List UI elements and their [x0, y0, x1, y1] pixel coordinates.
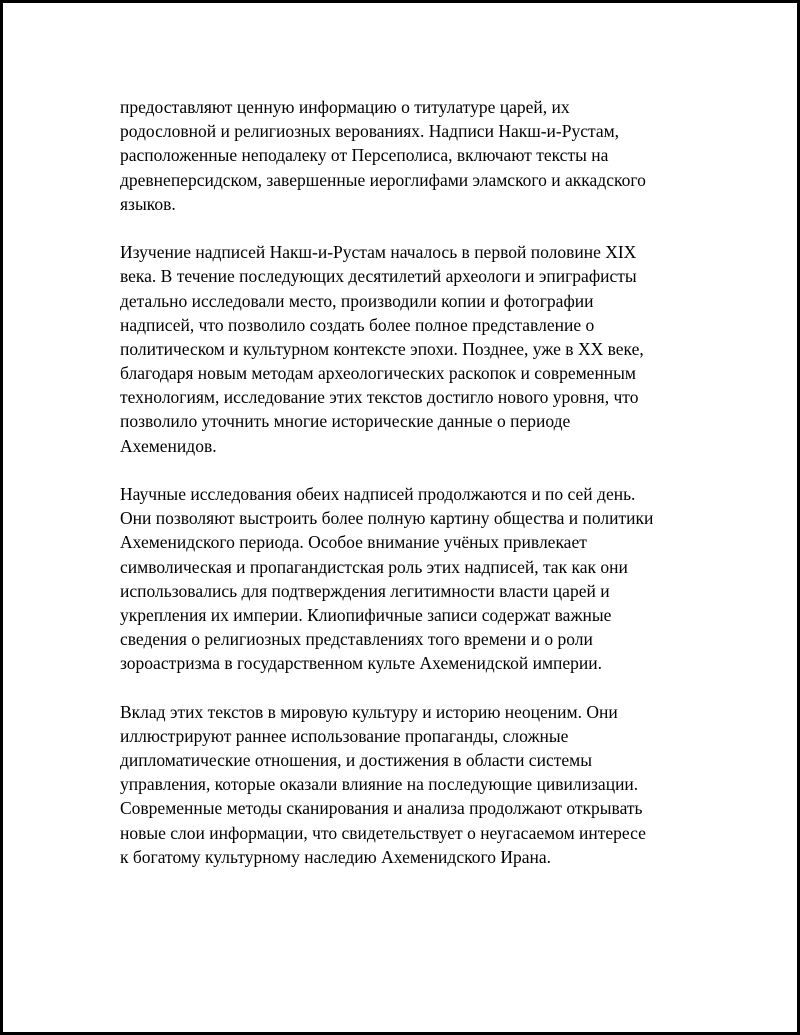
document-body [120, 95, 685, 893]
text-line: родословной и религиозных верованиях. Надписи Накш-и-Рустам, [120, 121, 620, 142]
text-line: Научные исследования обеих надписей продолжаются и по сей день. [120, 484, 636, 504]
text-line: укрепления их империи. Клиопифичные записи содержат важные [120, 604, 612, 625]
text-line: древнеперсидском, завершенные иероглифами эламского и аккадского [120, 169, 646, 190]
text-line: позволило уточнить многие исторические данные о периоде [120, 411, 571, 432]
text-line: Ахеменидского периода. Особое внимание учёных привлекает [120, 532, 587, 553]
text-line: Современные методы сканирования и анализа продолжают открывать [120, 798, 643, 819]
text-line: Ахеменидов. [120, 435, 217, 456]
text-line: Они позволяют выстроить более полную картину общества и политики [120, 508, 654, 529]
text-line: зороастризма в государственном культе Ахеменидской империи. [120, 653, 603, 674]
text-line: использовались для подтверждения легитимности власти царей и [120, 580, 610, 601]
text-line: новые слои информации, что свидетельствует о неугасаемом интересе [120, 822, 646, 843]
text-line: управления, которые оказали влияние на последующие цивилизации. [120, 774, 639, 795]
text-line: символическая и пропагандистская роль этих надписей, так как они [120, 556, 628, 577]
text-line: Изучение надписей Накш-и-Рустам началось в первой половине XIX [120, 242, 637, 263]
paragraph-2 [120, 240, 685, 458]
text-line: надписей, что позволило создать более полное представление о [120, 314, 595, 335]
paragraph-3 [120, 482, 685, 676]
text-line: детально исследовали место, производили копии и фотографии [120, 290, 594, 311]
text-line: расположенные неподалеку от Персеполиса, включают тексты на [120, 145, 609, 166]
text-line: языков. [120, 193, 176, 214]
paragraph-4 [120, 700, 685, 869]
text-line: благодаря новым методам археологических раскопок и современным [120, 363, 637, 384]
paragraph-1 [120, 95, 685, 216]
text-line: века. В течение последующих десятилетий археологи и эпиграфисты [120, 266, 637, 287]
text-line: иллюстрируют раннее использование пропаганды, сложные [120, 725, 569, 746]
text-line: политическом и культурном контексте эпохи. Позднее, уже в XX веке, [120, 338, 644, 359]
text-line: сведения о религиозных представлениях того времени и о роли [120, 629, 593, 650]
text-line: предоставляют ценную информацию о титулатуре царей, их [120, 97, 570, 117]
text-line: дипломатические отношения, и достижения в области системы [120, 750, 592, 771]
text-line: к богатому культурному наследию Ахеменидского Ирана. [120, 846, 551, 867]
text-line: технологиям, исследование этих текстов достигло нового уровня, что [120, 387, 639, 408]
text-line: Вклад этих текстов в мировую культуру и историю неоценим. Они [120, 701, 618, 722]
